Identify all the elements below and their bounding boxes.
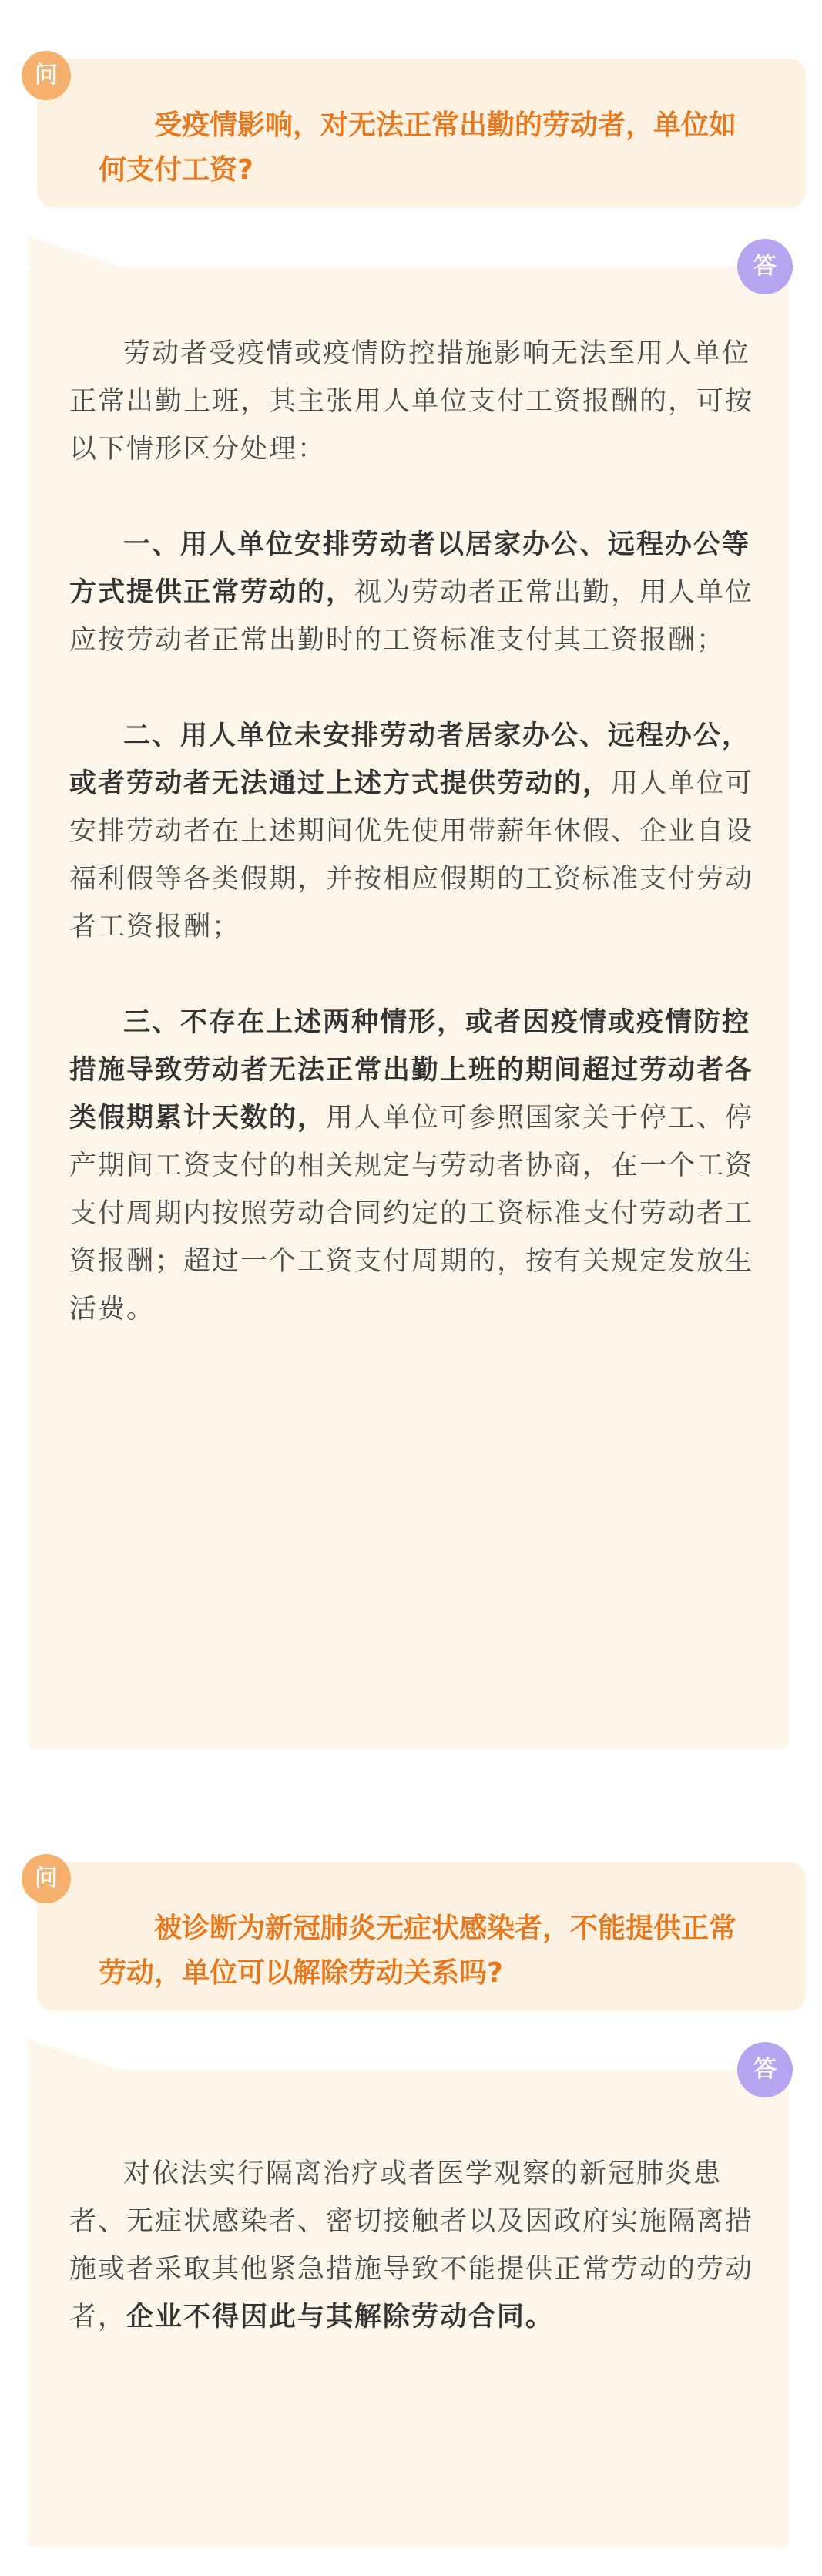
question-text-2: 被诊断为新冠肺炎无症状感染者，不能提供正常劳动，单位可以解除劳动关系吗? [99, 1913, 737, 1989]
question-badge-1: 问 [22, 51, 71, 100]
answer-content-1 [69, 330, 755, 1333]
answer-1-paragraph-3 [69, 712, 755, 951]
answer-1-paragraph-4-bold: 三、不存在上述两种情形，或者因疫情或疫情防控措施导致劳动者无法正常出勤上班的期间超过劳动者各类假期累计天数的， [69, 1007, 754, 1134]
question-text-1: 受疫情影响，对无法正常出勤的劳动者，单位如何支付工资? [99, 109, 737, 186]
answer-1-paragraph-2-bold: 一、用人单位安排劳动者以居家办公、远程办公等方式提供正常劳动的， [69, 529, 751, 608]
answer-2-paragraph-1-bold: 企业不得因此与其解除劳动合同。 [126, 2302, 555, 2333]
answer-1-paragraph-3-bold: 二、用人单位未安排劳动者居家办公、远程办公，或者劳动者无法通过上述方式提供劳动的， [69, 720, 751, 799]
answer-content-2 [69, 2150, 755, 2341]
answer-1-paragraph-3-text: 用人单位可安排劳动者在上述期间优先使用带薪年休假、企业自设福利假等各类假期，并按相应假期的工资标准支付劳动者工资报酬； [69, 768, 754, 942]
answer-1-paragraph-2 [69, 521, 755, 664]
answer-notch-1 [28, 236, 120, 267]
answer-1-paragraph-1 [69, 330, 755, 473]
answer-badge-1: 答 [737, 239, 793, 294]
question-badge-2: 问 [22, 1854, 71, 1903]
answer-1-paragraph-1-text: 劳动者受疫情或疫情防控措施影响无法至用人单位正常出勤上班，其主张用人单位支付工资报酬的，可按以下情形区分处理： [69, 338, 754, 465]
answer-1-paragraph-4-text: 用人单位可参照国家关于停工、停产期间工资支付的相关规定与劳动者协商，在一个工资支付周期内按照劳动合同约定的工资标准支付劳动者工资报酬；超过一个工资支付周期的，按有关规定发放生活费。 [69, 1103, 754, 1325]
answer-1-paragraph-2-text: 视为劳动者正常出勤，用人单位应按劳动者正常出勤时的工资标准支付其工资报酬； [69, 577, 754, 656]
answer-1-paragraph-4 [69, 999, 755, 1333]
question-card-2 [37, 1862, 806, 2011]
answer-badge-2: 答 [737, 2042, 793, 2097]
answer-2-paragraph-1-text: 对依法实行隔离治疗或者医学观察的新冠肺炎患者、无症状感染者、密切接触者以及因政府实施隔离措施或者采取其他紧急措施导致不能提供正常劳动的劳动者， [69, 2158, 754, 2333]
answer-notch-2 [28, 2039, 120, 2070]
question-card-1 [37, 59, 806, 208]
answer-2-paragraph-1 [69, 2150, 755, 2341]
